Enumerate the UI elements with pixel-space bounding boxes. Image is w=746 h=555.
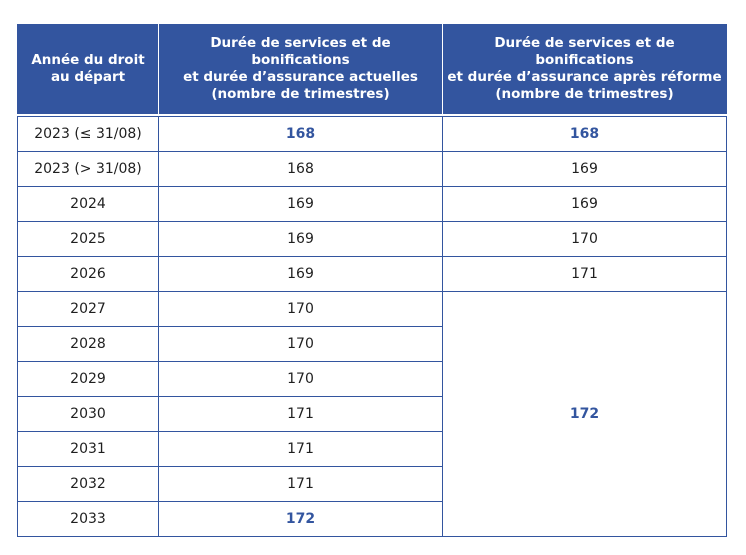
year-cell: 2032: [18, 467, 159, 502]
year-cell: 2023 (≤ 31/08): [18, 117, 159, 152]
current-cell: 168: [159, 117, 443, 152]
year-cell: 2033: [18, 502, 159, 537]
year-cell: 2030: [18, 397, 159, 432]
current-cell: 171: [159, 467, 443, 502]
current-cell: 171: [159, 432, 443, 467]
year-cell: 2028: [18, 327, 159, 362]
year-cell: 2025: [18, 222, 159, 257]
reform-cell: 169: [443, 187, 727, 222]
year-cell: 2029: [18, 362, 159, 397]
table-row: [18, 292, 727, 327]
current-cell: 171: [159, 397, 443, 432]
current-cell: 169: [159, 257, 443, 292]
table-row: [18, 187, 727, 222]
current-cell: 169: [159, 187, 443, 222]
current-cell: 170: [159, 362, 443, 397]
table-row: [18, 222, 727, 257]
year-cell: 2024: [18, 187, 159, 222]
table-row: [18, 117, 727, 152]
header-year: Année du droit au départ: [18, 24, 159, 114]
header-current-duration: Durée de services et de bonifications et durée d’assurance actuelles (nombre de trimestres): [159, 24, 443, 114]
year-cell: 2023 (> 31/08): [18, 152, 159, 187]
year-cell: 2031: [18, 432, 159, 467]
current-cell: 170: [159, 292, 443, 327]
current-cell: 168: [159, 152, 443, 187]
current-cell: 170: [159, 327, 443, 362]
year-cell: 2026: [18, 257, 159, 292]
reform-merged-cell: 172: [443, 292, 727, 537]
reform-cell: 168: [443, 117, 727, 152]
header-reform-duration: Durée de services et de bonifications et durée d’assurance après réforme (nombre de trimestres): [443, 24, 727, 114]
current-cell: 169: [159, 222, 443, 257]
table-row: [18, 152, 727, 187]
reform-cell: 170: [443, 222, 727, 257]
reform-cell: 171: [443, 257, 727, 292]
retirement-quarters-table-container: [17, 24, 726, 537]
table-header-row: [18, 24, 727, 114]
reform-cell: 169: [443, 152, 727, 187]
table-row: [18, 257, 727, 292]
retirement-quarters-table: [17, 24, 727, 537]
current-cell: 172: [159, 502, 443, 537]
year-cell: 2027: [18, 292, 159, 327]
